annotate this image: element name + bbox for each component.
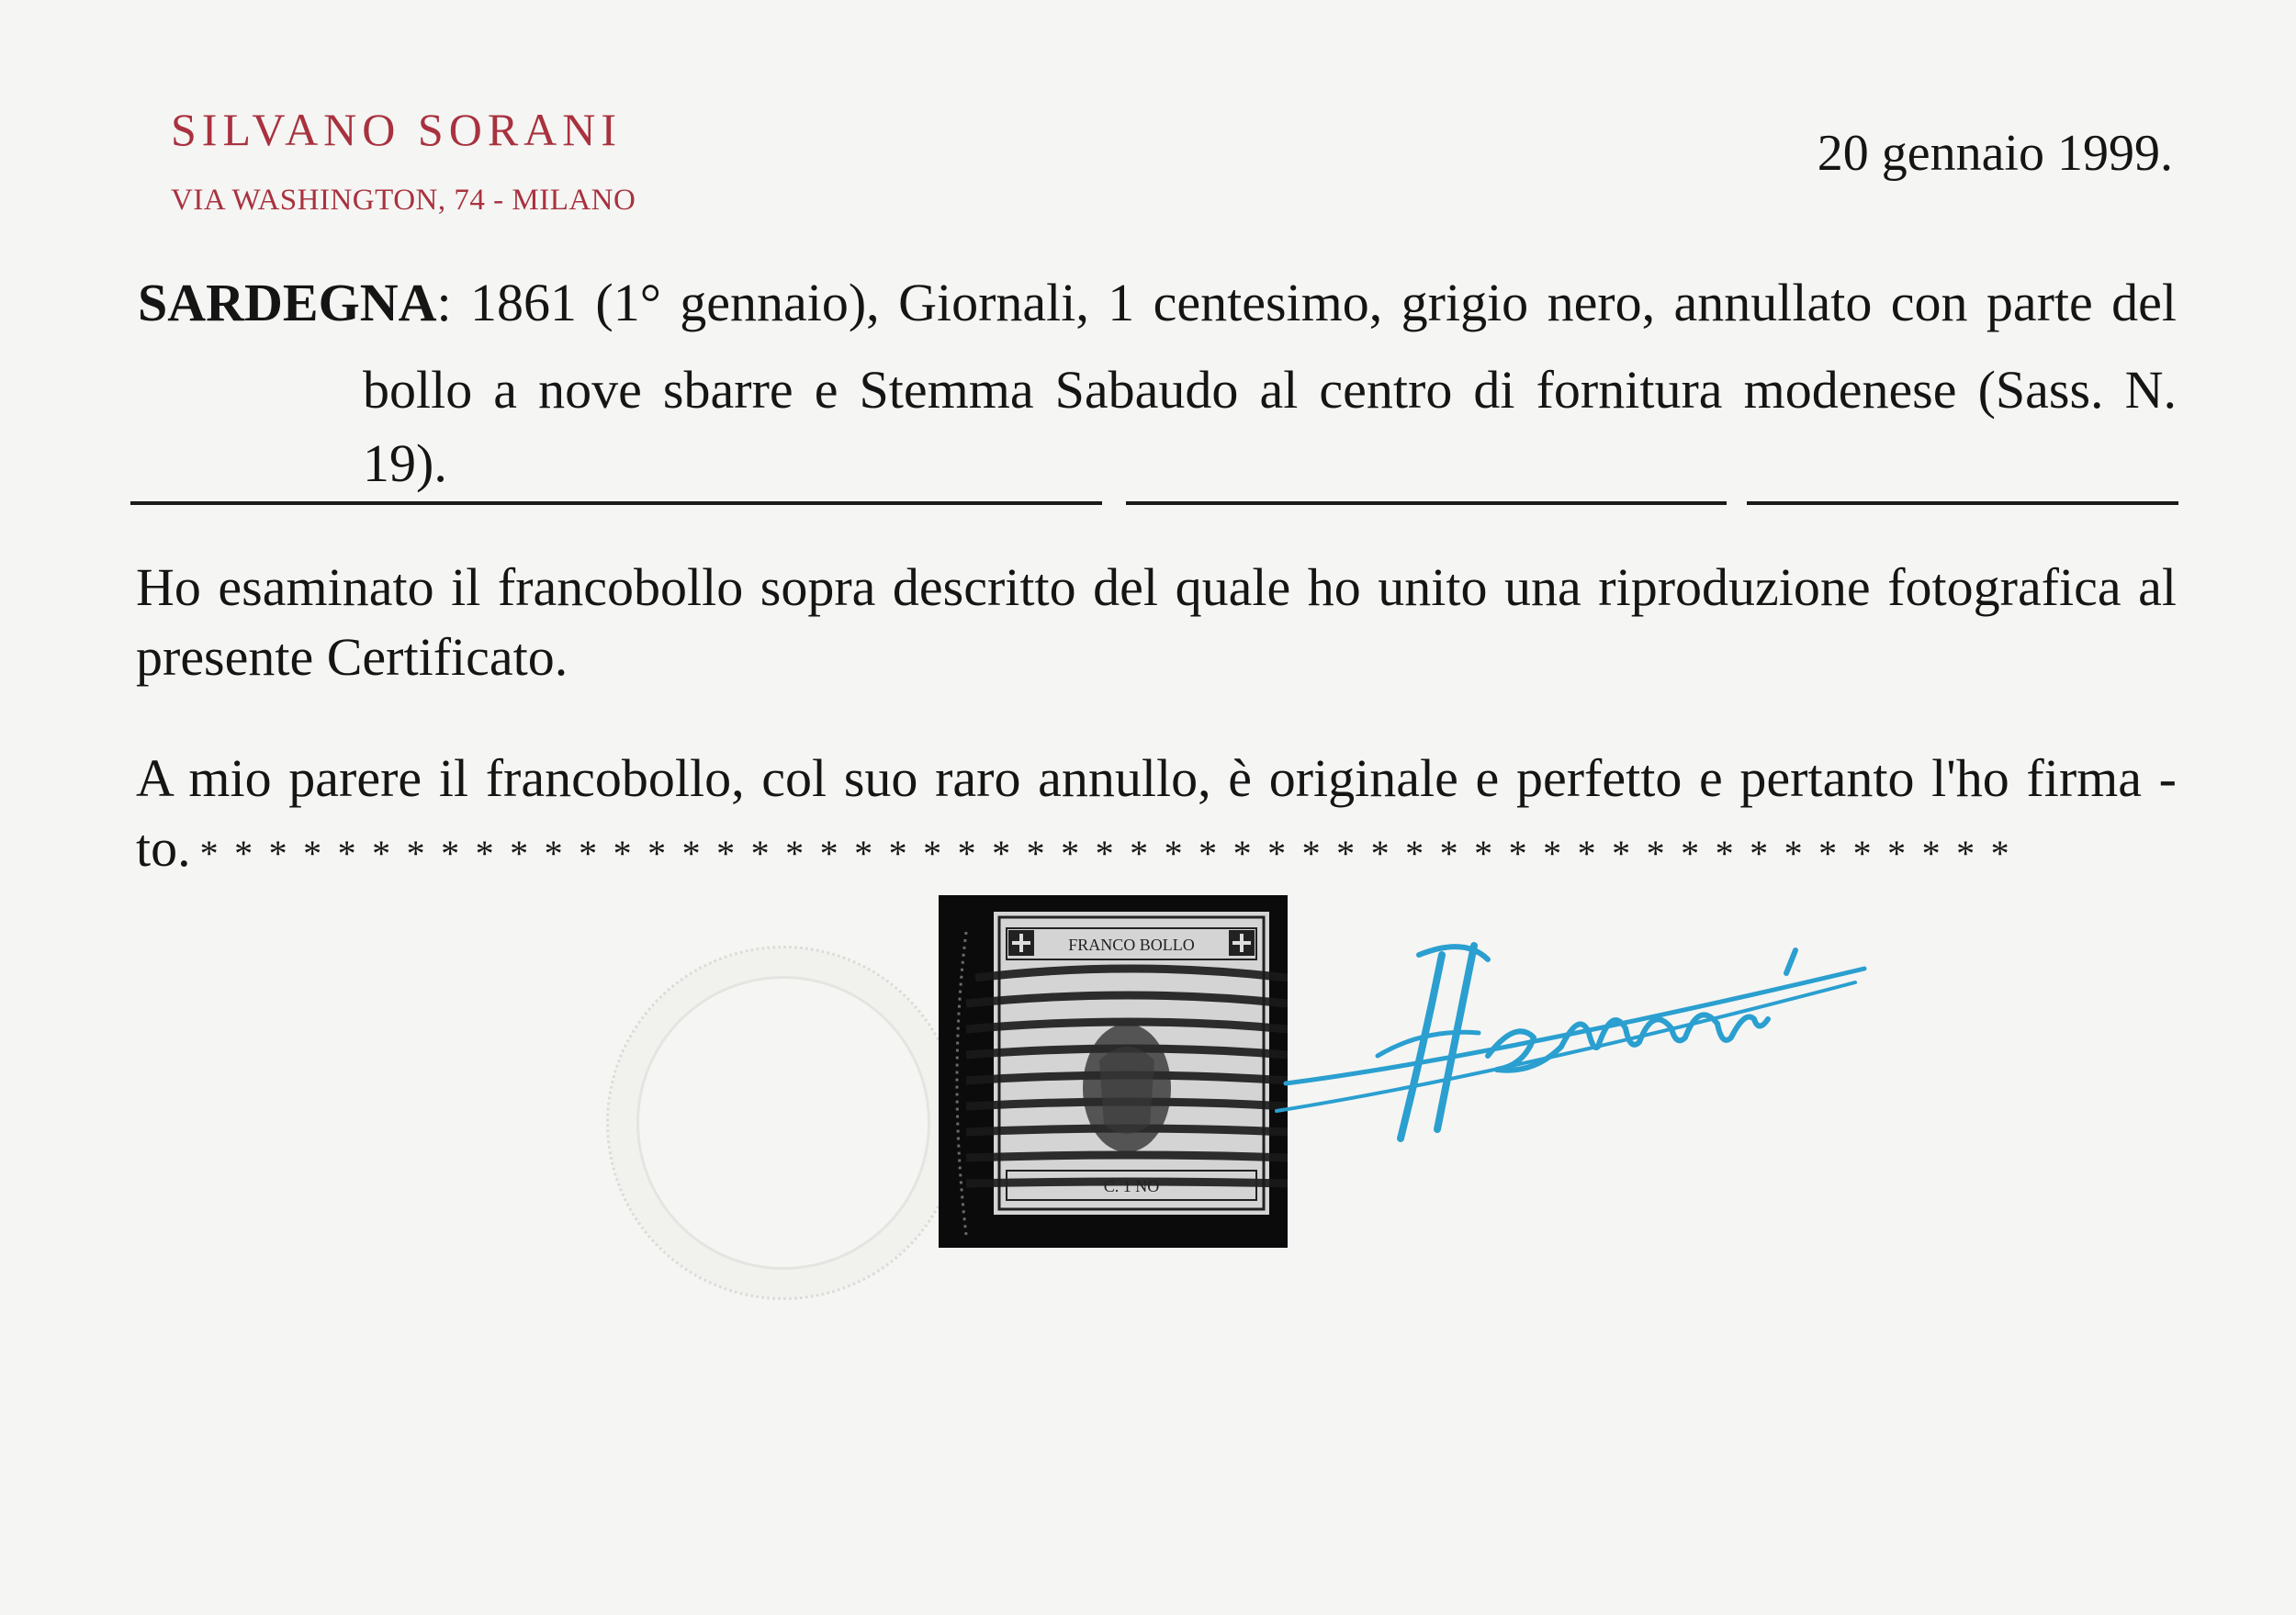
divider-gap bbox=[1102, 499, 1126, 507]
divider-rule bbox=[130, 501, 2178, 505]
description-lead: SARDEGNA bbox=[138, 273, 437, 332]
description-line-3: 19). bbox=[363, 433, 447, 493]
description-continuation bbox=[363, 353, 2177, 500]
stamp-image bbox=[939, 895, 1288, 1248]
certificate-date: 20 gennaio 1999. bbox=[1817, 125, 2173, 182]
stamp-photograph bbox=[939, 895, 1288, 1248]
description-line-1-text: : 1861 (1° gennaio), Giornali, 1 centesimo, grigio nero, annullato con parte del bbox=[436, 273, 2177, 332]
letterhead-name: SILVANO SORANI bbox=[171, 104, 623, 155]
opinion-line-2 bbox=[136, 813, 2177, 889]
letterhead-address: VIA WASHINGTON, 74 - MILANO bbox=[171, 184, 636, 217]
embossed-seal bbox=[606, 946, 961, 1300]
divider-gap bbox=[1727, 499, 1747, 507]
examination-line-1: Ho esaminato il francobollo sopra descritto del quale ho unito una riproduzione fotografica al bbox=[136, 557, 2177, 617]
examination-line-2: presente Certificato. bbox=[136, 627, 568, 687]
opinion-line-1: A mio parere il francobollo, col suo raro annullo, è originale e perfetto e pertanto l'ho firma - bbox=[136, 748, 2177, 808]
description-line-1 bbox=[138, 266, 2177, 340]
description-line-2: bollo a nove sbarre e Stemma Sabaudo al centro di fornitura modenese (Sass. N. bbox=[363, 360, 2177, 420]
asterisk-fill: ***************************************************** bbox=[199, 833, 2026, 874]
handwritten-signature bbox=[1267, 918, 1874, 1157]
stamp-top-label: FRANCO BOLLO bbox=[1068, 936, 1195, 954]
opinion-paragraph bbox=[136, 744, 2177, 889]
opinion-line-2-text: to. bbox=[136, 818, 191, 878]
examination-paragraph bbox=[136, 553, 2177, 692]
stamp-bottom-label: C. 1 NO bbox=[1103, 1177, 1160, 1195]
